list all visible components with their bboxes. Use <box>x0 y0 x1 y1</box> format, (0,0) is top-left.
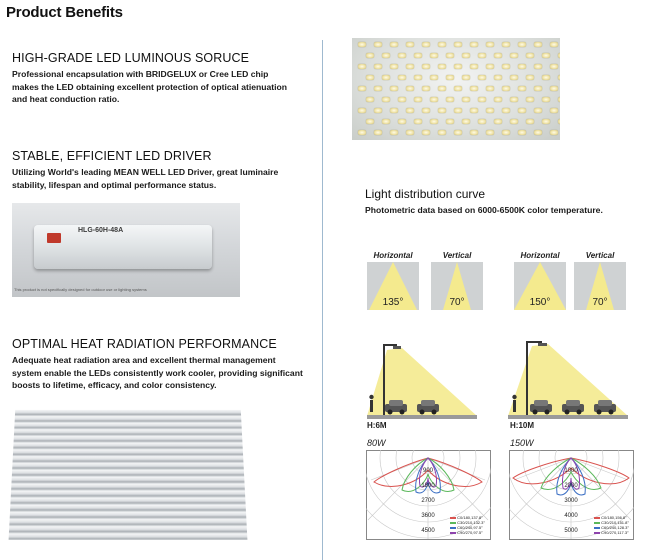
beam-diagram-horizontal <box>514 262 566 310</box>
led-chip <box>414 75 422 80</box>
beam-label-horizontal: Horizontal <box>373 251 413 260</box>
polar-ring-label: 2700 <box>421 498 435 504</box>
led-chip <box>470 64 478 69</box>
led-chip <box>486 130 494 135</box>
led-chip <box>470 42 478 47</box>
wattage-label: 150W <box>510 438 534 448</box>
led-chip <box>502 42 510 47</box>
led-chip <box>390 64 398 69</box>
legend-swatch-icon <box>594 532 600 534</box>
led-chip <box>366 97 374 102</box>
led-chip <box>526 119 534 124</box>
led-chip <box>550 86 558 91</box>
led-driver-photo <box>12 203 240 297</box>
led-chip <box>454 130 462 135</box>
led-chip <box>438 64 446 69</box>
led-chip <box>534 86 542 91</box>
street-scene-10m <box>508 338 628 420</box>
body-line: makes the LED obtaining excellent protection of optical atienuation <box>12 81 288 92</box>
legend-swatch-icon <box>594 527 600 529</box>
polar-legend-80w <box>450 515 485 535</box>
led-chip <box>446 97 454 102</box>
led-chip <box>358 108 366 113</box>
led-chip <box>550 130 558 135</box>
polar-ring-label: 4500 <box>421 528 435 534</box>
led-chip <box>518 130 526 135</box>
heatsink-photo <box>9 410 248 540</box>
polar-ring-label: 900 <box>422 468 434 474</box>
led-chip <box>510 75 518 80</box>
section-body-led-driver <box>12 166 278 191</box>
led-chip <box>438 42 446 47</box>
led-chip <box>494 53 502 58</box>
led-chip <box>398 53 406 58</box>
led-chip <box>382 53 390 58</box>
led-chip <box>446 53 454 58</box>
legend-item: C90/270,117.3° <box>594 530 629 535</box>
street-light-scene-icon <box>367 338 477 420</box>
led-chip <box>534 64 542 69</box>
section-body-heat-radiation <box>12 354 303 392</box>
led-chip <box>478 75 486 80</box>
page-title: Product Benefits <box>6 4 123 21</box>
legend-swatch-icon <box>450 522 456 524</box>
section-title-led-source: HIGH-GRADE LED LUMINOUS SORUCE <box>12 51 250 65</box>
street-scene-6m <box>367 338 477 420</box>
beam-angle-value: 70° <box>592 297 608 308</box>
led-chip <box>406 130 414 135</box>
legend-item: C30/210,132.3° <box>450 520 485 525</box>
led-chip <box>430 119 438 124</box>
polar-ring-label: 3600 <box>421 513 435 519</box>
led-chip <box>398 75 406 80</box>
led-chip <box>430 53 438 58</box>
led-chip <box>550 42 558 47</box>
led-chip <box>486 64 494 69</box>
led-chip <box>486 42 494 47</box>
beam-angle-value: 150° <box>529 297 551 308</box>
legend-item: C0/180,137.8° <box>450 515 485 520</box>
led-chip <box>486 108 494 113</box>
led-chip <box>534 42 542 47</box>
led-chip <box>462 97 470 102</box>
led-chip <box>414 119 422 124</box>
led-chip <box>494 97 502 102</box>
led-chip <box>502 108 510 113</box>
led-chip <box>502 130 510 135</box>
polar-ring-label: 3000 <box>564 498 578 504</box>
legend-swatch-icon <box>450 527 456 529</box>
led-chip <box>542 53 550 58</box>
led-chip <box>390 42 398 47</box>
led-chip <box>518 64 526 69</box>
led-chip <box>374 64 382 69</box>
led-chip <box>462 75 470 80</box>
section-title-led-driver: STABLE, EFFICIENT LED DRIVER <box>12 149 212 163</box>
polar-legend-150w <box>594 515 629 535</box>
light-distribution-title: Light distribution curve <box>365 187 486 201</box>
led-chip <box>374 130 382 135</box>
led-chip <box>454 42 462 47</box>
led-chip <box>558 119 560 124</box>
led-chip <box>422 130 430 135</box>
led-chip <box>406 42 414 47</box>
led-chip <box>374 86 382 91</box>
led-chip <box>398 119 406 124</box>
wattage-label: 80W <box>367 438 386 448</box>
led-chip <box>494 119 502 124</box>
led-chip <box>406 86 414 91</box>
legend-swatch-icon <box>450 532 456 534</box>
led-chip <box>438 86 446 91</box>
legend-item: C0/180,156.8° <box>594 515 629 520</box>
pole-height-label: H:6M <box>367 421 387 430</box>
led-chip <box>390 86 398 91</box>
led-chip <box>406 64 414 69</box>
led-chip <box>414 97 422 102</box>
led-chip <box>446 119 454 124</box>
beam-label-horizontal: Horizontal <box>520 251 560 260</box>
led-chip <box>518 42 526 47</box>
street-light-scene-icon <box>508 338 628 420</box>
led-chip <box>526 97 534 102</box>
beam-diagram-vertical <box>574 262 626 310</box>
pole-height-label: H:10M <box>510 421 535 430</box>
beam-diagram-vertical <box>431 262 483 310</box>
led-chip <box>502 86 510 91</box>
legend-item: C60/240,97.5° <box>450 525 485 530</box>
body-line: Professional encapsulation with BRIDGELUX or Cree LED chip <box>12 69 269 79</box>
led-chip <box>366 119 374 124</box>
led-chip <box>542 97 550 102</box>
beam-angle-value: 70° <box>449 297 465 308</box>
polar-ring-label: 5000 <box>564 528 578 534</box>
polar-ring-label: 1000 <box>564 468 578 474</box>
led-chip <box>486 86 494 91</box>
led-chip <box>502 64 510 69</box>
led-chip <box>430 97 438 102</box>
led-chip <box>374 42 382 47</box>
led-chip <box>422 64 430 69</box>
polar-ring-label: 2000 <box>564 483 578 489</box>
polar-ring-label: 4000 <box>564 513 578 519</box>
led-chip <box>526 53 534 58</box>
led-chip <box>358 86 366 91</box>
body-line: Utilizing World's leading MEAN WELL LED Driver, great luminaire <box>12 167 279 177</box>
led-chip-photo <box>352 38 560 140</box>
led-chip <box>358 130 366 135</box>
body-line: and heat conduction ratio. <box>12 94 120 104</box>
led-chip <box>558 75 560 80</box>
led-chip <box>526 75 534 80</box>
driver-caption: This product is not specifically designed for outdoor use or lighting systems <box>14 287 147 292</box>
led-chip <box>510 53 518 58</box>
led-chip <box>382 75 390 80</box>
led-chip <box>550 108 558 113</box>
led-chip <box>462 119 470 124</box>
section-title-heat-radiation: OPTIMAL HEAT RADIATION PERFORMANCE <box>12 337 277 351</box>
legend-item: C90/270,97.5° <box>450 530 485 535</box>
legend-item: C30/210,151.8° <box>594 520 629 525</box>
led-chip <box>422 86 430 91</box>
body-line: Adequate heat radiation area and excellent thermal management <box>12 355 276 365</box>
led-chip <box>390 130 398 135</box>
driver-model-label: HLG-60H-48A <box>78 227 124 234</box>
legend-swatch-icon <box>594 517 600 519</box>
beam-angle-value: 135° <box>382 297 404 308</box>
legend-swatch-icon <box>450 517 456 519</box>
led-chip <box>382 97 390 102</box>
led-chip <box>478 97 486 102</box>
section-body-led-source <box>12 68 287 106</box>
led-chip <box>478 53 486 58</box>
led-chip <box>454 64 462 69</box>
legend-swatch-icon <box>594 522 600 524</box>
led-chip <box>398 97 406 102</box>
led-chip <box>510 97 518 102</box>
led-chip <box>414 53 422 58</box>
led-chip <box>366 75 374 80</box>
led-chip <box>382 119 390 124</box>
led-chip <box>534 108 542 113</box>
body-line: boosts to lifetime, efficacy, and color consistency. <box>12 380 217 390</box>
led-chip <box>534 130 542 135</box>
led-chip <box>550 64 558 69</box>
led-chip <box>494 75 502 80</box>
led-chip <box>454 86 462 91</box>
body-line: stability, lifespan and optimal performance status. <box>12 179 217 190</box>
led-chip <box>542 119 550 124</box>
light-distribution-subtitle: Photometric data based on 6000-6500K color temperature. <box>365 205 603 215</box>
led-chip <box>470 108 478 113</box>
led-chip <box>558 97 560 102</box>
polar-ring-label: 1800 <box>421 483 435 489</box>
led-chip <box>358 42 366 47</box>
led-chip <box>478 119 486 124</box>
led-chip <box>366 53 374 58</box>
led-chip <box>422 42 430 47</box>
led-chip <box>558 53 560 58</box>
led-chip <box>430 75 438 80</box>
meanwell-logo-icon <box>47 233 61 243</box>
led-chip <box>438 108 446 113</box>
led-chip <box>406 108 414 113</box>
beam-label-vertical: Vertical <box>442 251 472 260</box>
led-chip <box>510 119 518 124</box>
led-chip <box>542 75 550 80</box>
led-chip <box>438 130 446 135</box>
led-chip <box>374 108 382 113</box>
column-divider <box>322 40 323 560</box>
led-chip <box>470 130 478 135</box>
led-chip <box>518 86 526 91</box>
beam-label-vertical: Vertical <box>585 251 615 260</box>
led-chip <box>390 108 398 113</box>
legend-item: C60/240,128.3° <box>594 525 629 530</box>
beam-diagram-horizontal <box>367 262 419 310</box>
led-chip <box>446 75 454 80</box>
led-chip <box>518 108 526 113</box>
led-chip <box>462 53 470 58</box>
body-line: system enable the LEDs consistently work cooler, providing significant <box>12 367 303 378</box>
led-chip <box>454 108 462 113</box>
led-chip <box>358 64 366 69</box>
led-chip <box>470 86 478 91</box>
led-chip <box>422 108 430 113</box>
